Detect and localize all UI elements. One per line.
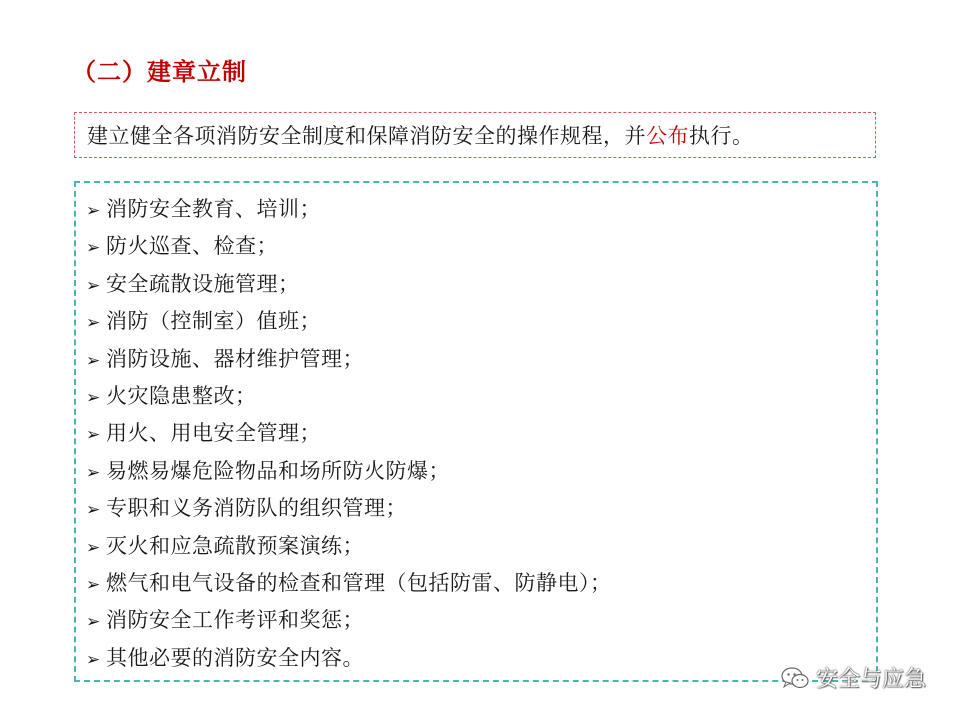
watermark	[780, 662, 926, 693]
page-heading: （二）建章立制	[72, 58, 247, 86]
watermark-text: 安全与应急	[815, 667, 926, 692]
list-item: ➢ 消防（控制室）值班；	[86, 303, 876, 340]
list-item: ➢ 灭火和应急疏散预案演练；	[86, 528, 876, 565]
arrow-bullet-icon: ➢	[86, 387, 101, 408]
list-item: ➢ 防火巡查、检查；	[86, 228, 876, 265]
list-item: ➢ 易燃易爆危险物品和场所防火防爆；	[86, 453, 876, 490]
list-item: ➢ 用火、用电安全管理；	[86, 415, 876, 452]
arrow-bullet-icon: ➢	[86, 350, 101, 371]
intro-text-before: 建立健全各项消防安全制度和保障消防安全的操作规程，并	[87, 124, 646, 148]
list-item: ➢ 消防设施、器材维护管理；	[86, 341, 876, 378]
arrow-bullet-icon: ➢	[86, 462, 101, 483]
list-item: ➢ 安全疏散设施管理；	[86, 266, 876, 303]
arrow-bullet-icon: ➢	[86, 275, 101, 296]
arrow-bullet-icon: ➢	[86, 612, 101, 633]
arrow-bullet-icon: ➢	[86, 238, 101, 259]
arrow-bullet-icon: ➢	[86, 649, 101, 670]
regulation-list-box	[74, 181, 878, 682]
arrow-bullet-icon: ➢	[86, 500, 101, 521]
list-item: ➢ 消防安全教育、培训；	[86, 191, 876, 228]
arrow-bullet-icon: ➢	[86, 574, 101, 595]
regulation-list	[86, 191, 876, 677]
arrow-bullet-icon: ➢	[86, 201, 101, 221]
list-item: ➢ 专职和义务消防队的组织管理；	[86, 490, 876, 527]
wechat-icon	[780, 665, 810, 691]
intro-text-after: 执行。	[689, 124, 754, 148]
list-item: ➢ 其他必要的消防安全内容。	[86, 640, 876, 677]
intro-text-highlight: 公布	[646, 124, 689, 148]
intro-box	[74, 112, 876, 158]
arrow-bullet-icon: ➢	[86, 425, 101, 446]
list-item: ➢ 燃气和电气设备的检查和管理（包括防雷、防静电）；	[86, 565, 876, 602]
list-item: ➢ 消防安全工作考评和奖惩；	[86, 602, 876, 639]
arrow-bullet-icon: ➢	[86, 313, 101, 334]
list-item: ➢ 火灾隐患整改；	[86, 378, 876, 415]
arrow-bullet-icon: ➢	[86, 537, 101, 558]
